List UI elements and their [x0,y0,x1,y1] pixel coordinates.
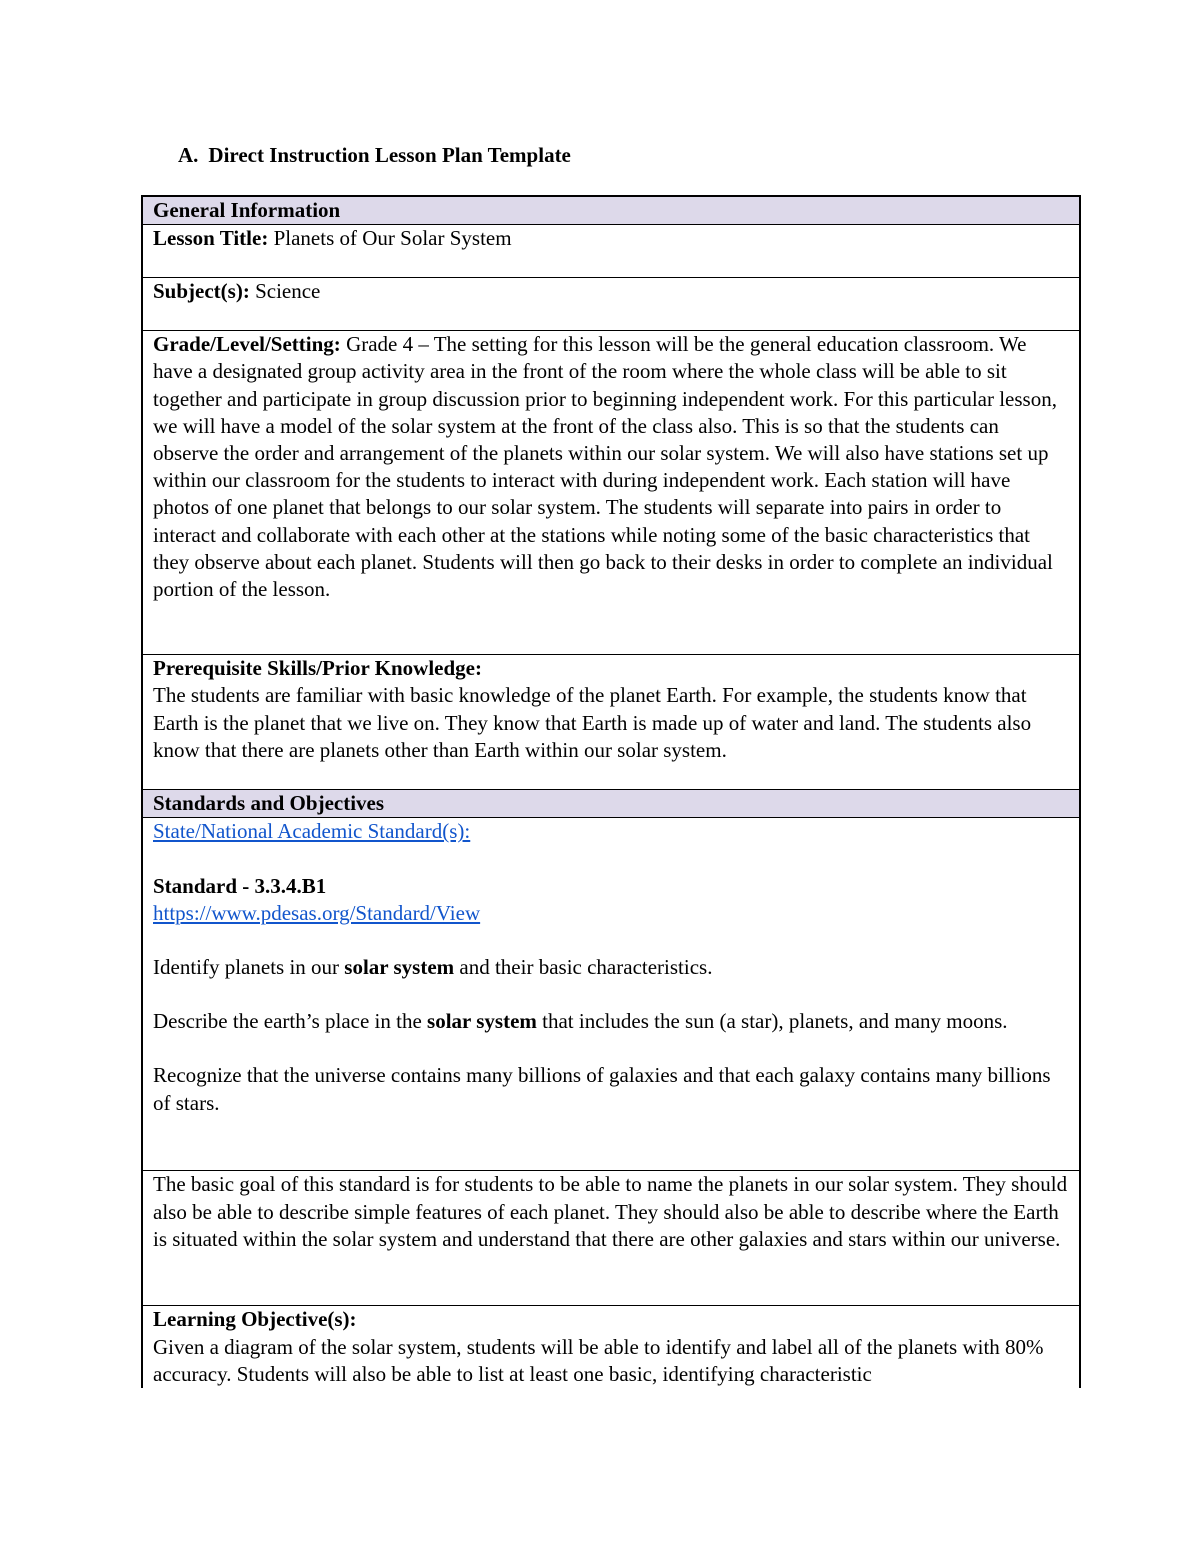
standard-item-2-emphasis: solar system [427,1009,537,1034]
general-information-header: General Information [142,196,1080,225]
standard-item-1 [153,954,1069,981]
grade-level-setting-cell [142,331,1080,655]
standard-item-1-text-end: and their basic characteristics. [454,955,713,980]
academic-standards-paragraph [153,818,1069,845]
prerequisite-skills-label: Prerequisite Skills/Prior Knowledge: [153,656,482,681]
standard-item-2 [153,1008,1069,1035]
subject-cell [142,278,1080,331]
standard-item-3: Recognize that the universe contains many billions of galaxies and that each galaxy contains many billions of stars. [153,1063,1051,1115]
section-marker: A. [178,143,199,167]
standard-goal-cell: The basic goal of this standard is for students to be able to name the planets in our solar system. They should also be able to describe simple features of each planet. They should also be able to describe where the Earth is situated within the solar system and understand that there are other galaxies and stars within our universe. [142,1171,1080,1306]
standard-item-2-text: Describe the earth’s place in the [153,1009,428,1034]
title-text: Direct Instruction Lesson Plan Template [208,143,571,167]
standard-item-1-emphasis: solar system [344,955,455,980]
lesson-title-cell [142,225,1080,278]
learning-objective-label: Learning Objective(s): [153,1307,357,1332]
lesson-title-value: Planets of Our Solar System [273,226,512,251]
standard-code: Standard - 3.3.4.B1 [153,873,327,898]
subject-label: Subject(s): [153,279,250,304]
grade-level-setting-value: Grade 4 – The setting for this lesson will be the general education classroom. We have a designated group activity area in the front of the room where the whole class will be able to sit together and participate in group discussion prior to beginning independent work. For this particular lesson, we will have a model of the solar system at the front of the class also. This is so that the students can observe the order and arrangement of the planets within our solar system. We will also have stations set up within our classroom for the students to interact with during independent work. Each station will have photos of one planet that belongs to our solar system. The students will separate into pairs in order to interact and collaborate with each other at the stations while noting some of the basic characteristics that they observe about each planet. Students will then go back to their desks in order to complete an individual portion of the lesson. [153,332,1057,602]
academic-standards-link[interactable]: State/National Academic Standard(s): [153,819,471,844]
learning-objective-cell [142,1306,1080,1388]
page-title [178,141,571,169]
standard-item-1-text: Identify planets in our [153,955,345,980]
standards-cell [142,818,1080,1171]
standard-url-link[interactable]: https://www.pdesas.org/Standard/View [153,900,481,925]
prerequisite-skills-value: The students are familiar with basic knowledge of the planet Earth. For example, the students know that Earth is the planet that we live on. They know that Earth is made up of water and land. The students also know that there are planets other than Earth within our solar system. [153,683,1032,762]
learning-objective-value: Given a diagram of the solar system, students will be able to identify and label all of the planets with 80% accuracy. Students will also be able to list at least one basic, identifying characteristic [153,1334,1044,1386]
lesson-title-label: Lesson Title: [153,226,269,251]
grade-level-setting-label: Grade/Level/Setting: [153,332,341,357]
lesson-plan-table [141,195,1081,1388]
prerequisite-skills-cell [142,655,1080,790]
standards-objectives-header: Standards and Objectives [142,790,1080,818]
subject-value: Science [255,279,321,304]
standard-reference-paragraph [153,873,1069,927]
standard-item-2-text-end: that includes the sun (a star), planets, and many moons. [536,1009,1008,1034]
